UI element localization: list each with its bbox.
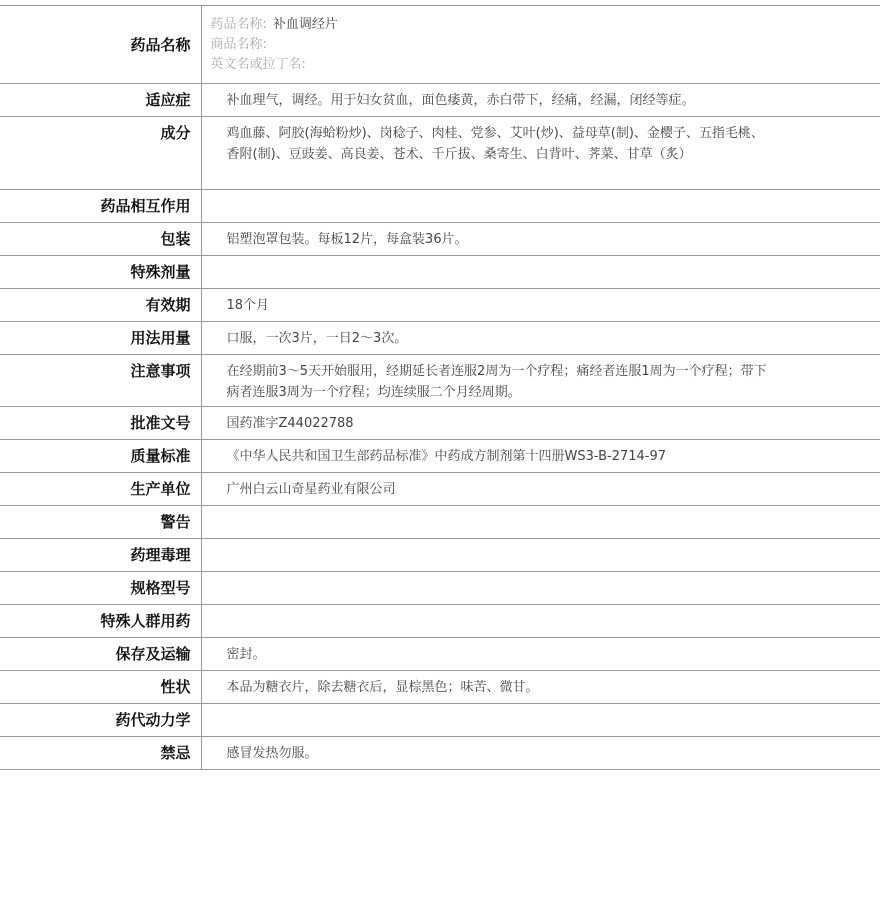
- drug-name-row-label: 药品名称: [0, 6, 201, 84]
- specification-row: [0, 572, 880, 605]
- contraindications-value: 感冒发热勿服。: [201, 737, 880, 770]
- special-population-value: [201, 605, 880, 638]
- english-name-line: [211, 55, 880, 75]
- trade-name-line: [211, 35, 880, 55]
- shelf-life-row: [0, 289, 880, 322]
- warning-value: [201, 506, 880, 539]
- interactions-row: [0, 190, 880, 223]
- shelf-life-label: 有效期: [0, 289, 201, 322]
- ingredients-label: 成分: [0, 117, 201, 190]
- appearance-label: 性状: [0, 671, 201, 704]
- generic-name-line: [211, 15, 880, 35]
- special-population-label: 特殊人群用药: [0, 605, 201, 638]
- usage-dosage-label: 用法用量: [0, 322, 201, 355]
- drug-name-row-value: [201, 6, 880, 84]
- specification-label: 规格型号: [0, 572, 201, 605]
- storage-transport-label: 保存及运输: [0, 638, 201, 671]
- ingredients-row: [0, 117, 880, 190]
- ingredients-value: [201, 117, 880, 190]
- english-name-label: 英文名或拉丁名:: [210, 57, 306, 72]
- approval-number-row: [0, 407, 880, 440]
- drug-info-table: [0, 5, 880, 770]
- drug-name-row: [0, 6, 880, 84]
- contraindications-label: 禁忌: [0, 737, 201, 770]
- quality-standard-row: [0, 440, 880, 473]
- indications-label: 适应症: [0, 84, 201, 117]
- quality-standard-value: 《中华人民共和国卫生部药品标准》中药成方制剂第十四册WS3-B-2714-97: [201, 440, 880, 473]
- usage-dosage-row: [0, 322, 880, 355]
- indications-row: [0, 84, 880, 117]
- generic-name-value: 补血调经片: [272, 17, 338, 32]
- indications-value: 补血理气，调经。用于妇女贫血，面色痿黄，赤白带下，经痛，经漏，闭经等症。: [201, 84, 880, 117]
- trade-name-label: 商品名称:: [210, 37, 267, 52]
- ingredients-text: 鸡血藤、阿胶(海蛤粉炒)、岗稔子、肉桂、党参、艾叶(炒)、益母草(制)、金樱子、五指毛桃、香附(制)、豆豉姜、高良姜、苍术、千斤拔、桑寄生、白背叶、荠菜、甘草（炙）: [226, 126, 764, 162]
- manufacturer-row: [0, 473, 880, 506]
- precautions-text: 在经期前3～5天开始服用，经期延长者连服2周为一个疗程；痛经者连服1周为一个疗程；带下病者连服3周为一个疗程；均连续服二个月经周期。: [226, 364, 767, 400]
- specification-value: [201, 572, 880, 605]
- pharmacokinetics-label: 药代动力学: [0, 704, 201, 737]
- pharmacology-toxicology-row: [0, 539, 880, 572]
- pharmacology-toxicology-label: 药理毒理: [0, 539, 201, 572]
- pharmacokinetics-value: [201, 704, 880, 737]
- packaging-row: [0, 223, 880, 256]
- pharmacokinetics-row: [0, 704, 880, 737]
- usage-dosage-value: 口服，一次3片，一日2～3次。: [201, 322, 880, 355]
- pharmacology-toxicology-value: [201, 539, 880, 572]
- precautions-value: [201, 355, 880, 407]
- contraindications-row: [0, 737, 880, 770]
- interactions-value: [201, 190, 880, 223]
- storage-transport-value: 密封。: [201, 638, 880, 671]
- interactions-label: 药品相互作用: [0, 190, 201, 223]
- appearance-value: 本品为糖衣片，除去糖衣后，显棕黑色；味苦、微甘。: [201, 671, 880, 704]
- approval-number-value: 国药准字Z44022788: [201, 407, 880, 440]
- special-dosage-label: 特殊剂量: [0, 256, 201, 289]
- appearance-row: [0, 671, 880, 704]
- shelf-life-value: 18个月: [201, 289, 880, 322]
- packaging-value: 铝塑泡罩包装。每板12片，每盒装36片。: [201, 223, 880, 256]
- special-population-row: [0, 605, 880, 638]
- manufacturer-label: 生产单位: [0, 473, 201, 506]
- precautions-row: [0, 355, 880, 407]
- special-dosage-value: [201, 256, 880, 289]
- precautions-label: 注意事项: [0, 355, 201, 407]
- warning-label: 警告: [0, 506, 201, 539]
- warning-row: [0, 506, 880, 539]
- quality-standard-label: 质量标准: [0, 440, 201, 473]
- storage-transport-row: [0, 638, 880, 671]
- manufacturer-value: 广州白云山奇星药业有限公司: [201, 473, 880, 506]
- generic-name-label: 药品名称:: [210, 17, 267, 32]
- packaging-label: 包装: [0, 223, 201, 256]
- approval-number-label: 批准文号: [0, 407, 201, 440]
- special-dosage-row: [0, 256, 880, 289]
